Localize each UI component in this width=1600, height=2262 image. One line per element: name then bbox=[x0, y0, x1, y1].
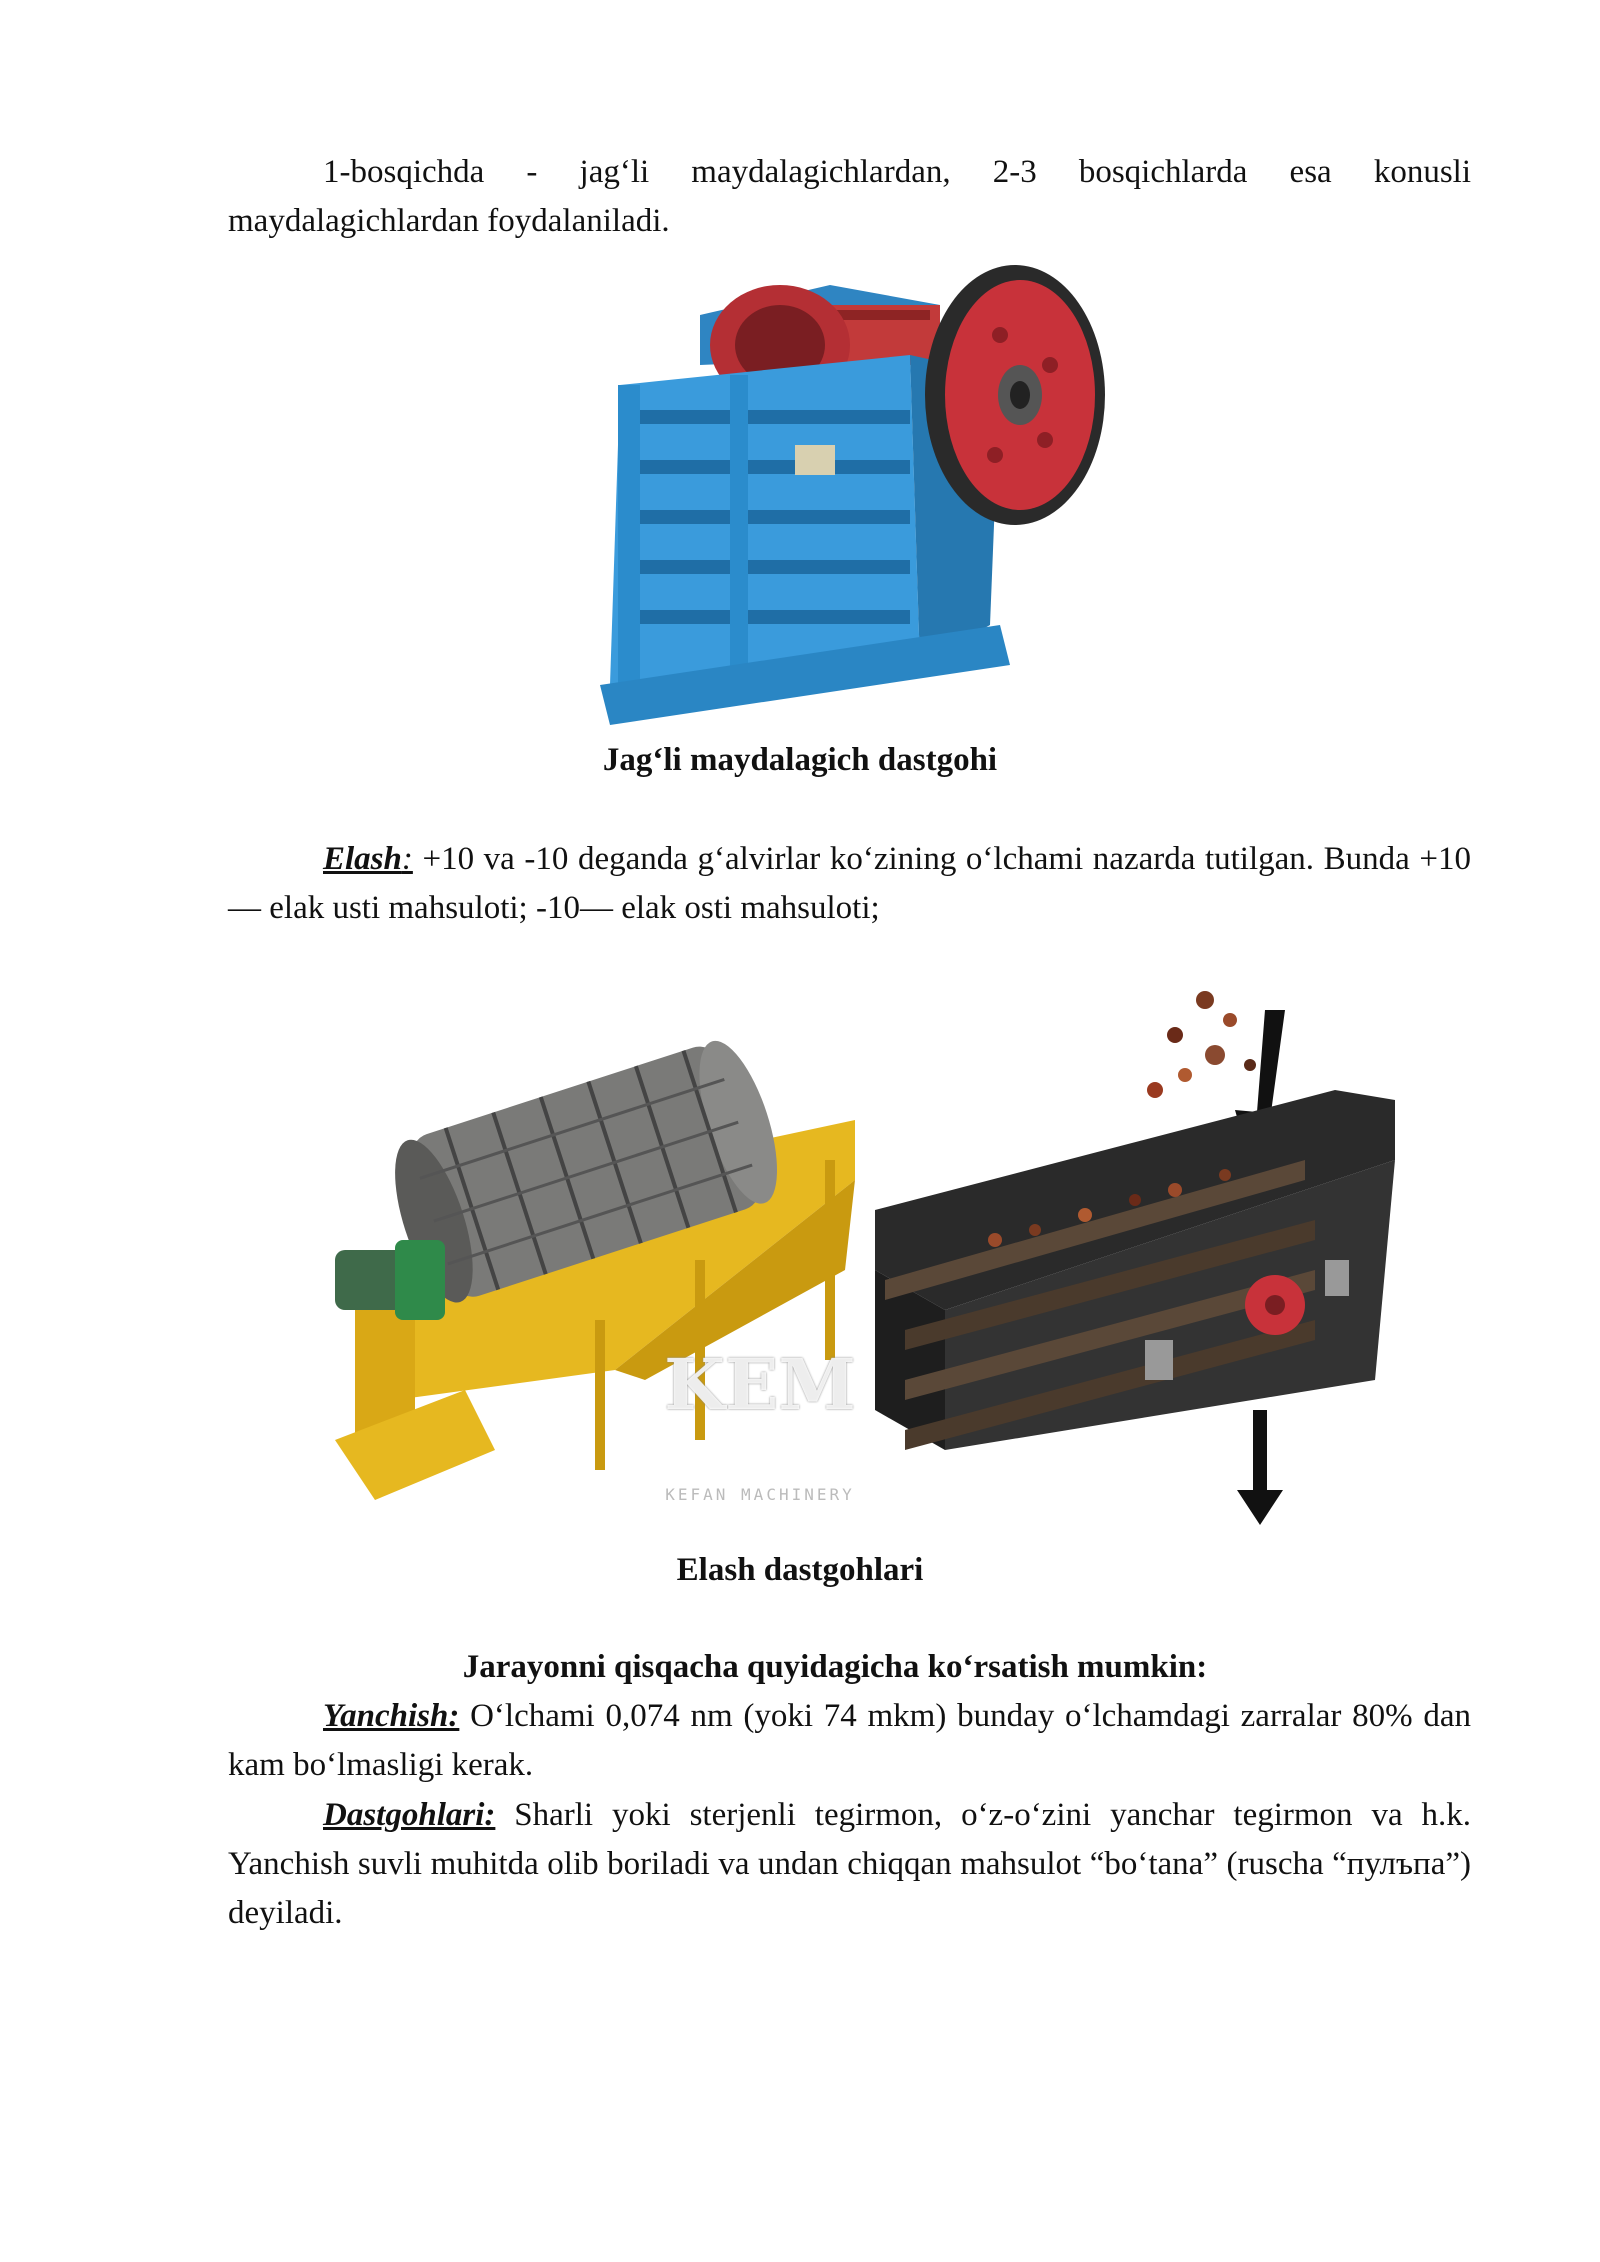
trommel-screen-image bbox=[315, 980, 875, 1540]
elash-term: Elash bbox=[323, 841, 402, 877]
dastgohlari-text: Sharli yoki sterjenli tegirmon, o‘z-o‘zini yanchar tegirmon va h.k. Yanchish suvli muhitda olib boriladi va undan chiqqan mahsulot “bo‘tana” (ruscha “пулъпа”) deyiladi. bbox=[228, 1797, 1471, 1931]
screening-caption: Elash dastgohlari bbox=[676, 1552, 924, 1588]
elash-colon: : bbox=[401, 841, 413, 877]
yanchish-text: O‘lchami 0,074 nm (yoki 74 mkm) bunday o‘lchamdagi zarralar 80% dan kam bo‘lmasligi kerak. bbox=[228, 1698, 1471, 1783]
watermark-logo: KEM bbox=[664, 1343, 856, 1426]
jaw-crusher-image bbox=[580, 245, 1120, 735]
summary-heading: Jarayonni qisqacha quyidagicha ko‘rsatish mumkin: bbox=[462, 1649, 1208, 1685]
yanchish-paragraph bbox=[228, 1692, 1471, 1790]
watermark-subtext: KEFAN MACHINERY bbox=[665, 1485, 855, 1504]
yanchish-term: Yanchish: bbox=[323, 1698, 460, 1734]
elash-paragraph bbox=[228, 835, 1471, 933]
vibrating-screen-image bbox=[875, 980, 1395, 1540]
intro-paragraph: 1-bosqichda - jag‘li maydalagichlardan, 2-3 bosqichlarda esa konusli maydalagichlardan foydalaniladi. bbox=[228, 154, 1471, 239]
elash-text: +10 va -10 deganda g‘alvirlar ko‘zining o‘lchami nazarda tutilgan. Bunda +10— elak usti mahsuloti; -10— elak osti mahsuloti; bbox=[228, 841, 1471, 926]
dastgohlari-term: Dastgohlari: bbox=[323, 1797, 496, 1833]
jaw-crusher-caption: Jag‘li maydalagich dastgohi bbox=[602, 742, 998, 778]
dastgohlari-paragraph bbox=[228, 1791, 1471, 1938]
